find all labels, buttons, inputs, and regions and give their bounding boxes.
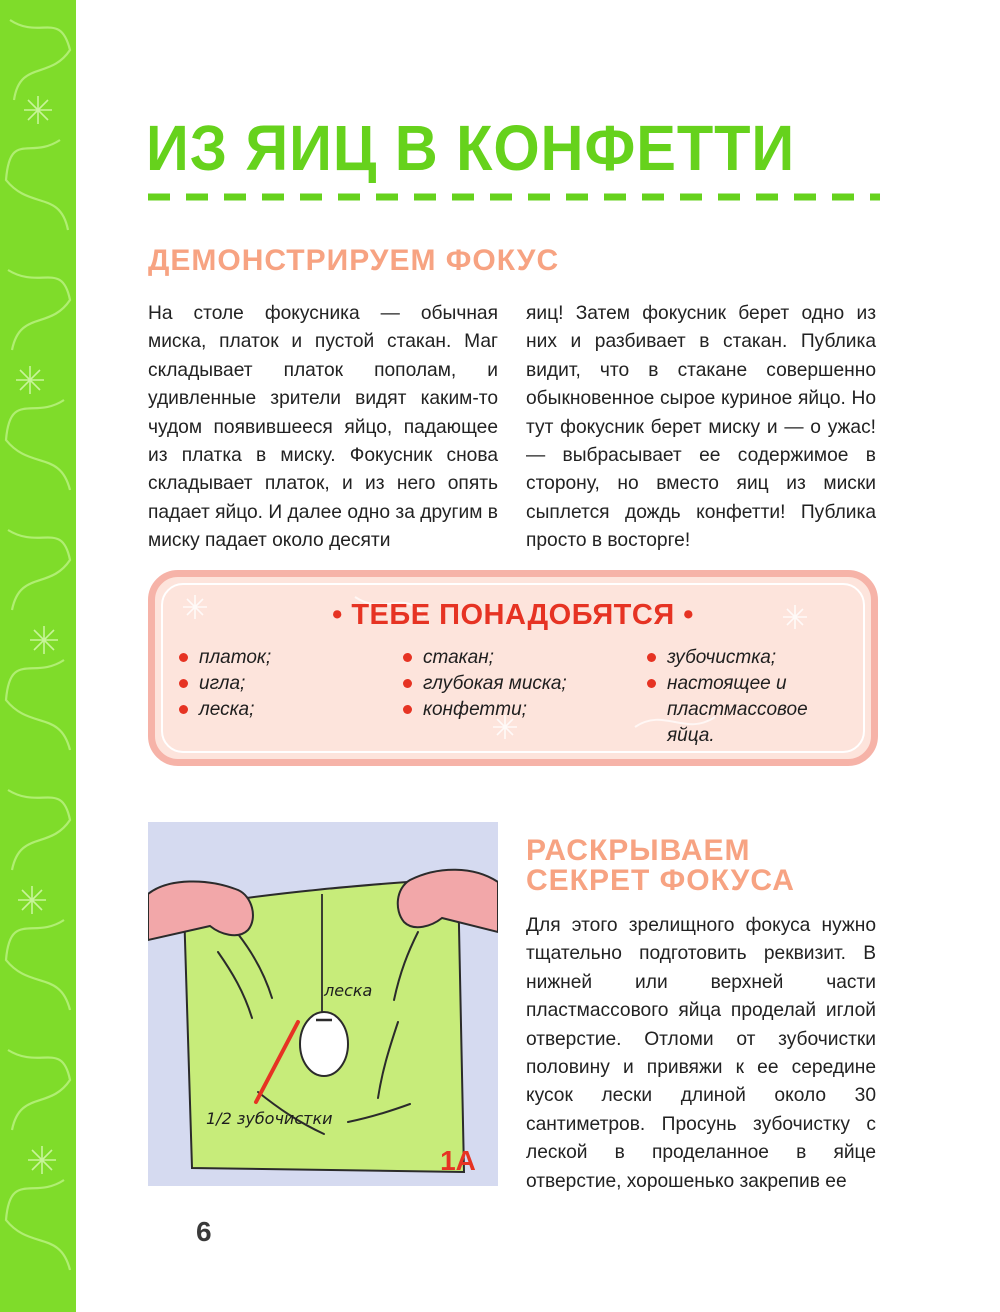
bullet-icon (403, 679, 412, 688)
list-item: игла; (177, 671, 377, 697)
figure-number: 1А (440, 1145, 476, 1176)
bullet-icon (647, 653, 656, 662)
side-decor-band (0, 0, 76, 1312)
bullet-icon (179, 653, 188, 662)
bullet-icon (403, 705, 412, 714)
bullet-icon (647, 679, 656, 688)
materials-list-col2 (401, 645, 621, 723)
demo-text-col2: яиц! Затем фокусник берет одно из них и разбивает в стакан. Публика видит, что в стакане совершенно обыкновенное сырое куриное яйцо. Но тут фокусник берет миску и — о ужас! — выбрасывает ее содержимое в сторону, но вместо яиц из миски сыплется дождь конфетти! Публика просто в восторге! (526, 303, 876, 552)
bullet-icon (403, 653, 412, 662)
list-item: леска; (177, 697, 377, 723)
list-item: зубочистка; (645, 645, 855, 671)
list-item: стакан; (401, 645, 621, 671)
materials-box (148, 570, 878, 766)
egg (300, 1012, 348, 1076)
section-heading-demo: ДЕМОНСТРИРУЕМ ФОКУС (148, 244, 560, 277)
list-item: конфетти; (401, 697, 621, 723)
label-toothpick: 1/2 зубочистки (206, 1109, 333, 1128)
page-number: 6 (196, 1216, 212, 1247)
materials-list-col1 (177, 645, 377, 723)
list-item: платок; (177, 645, 377, 671)
bullet-icon (179, 679, 188, 688)
materials-title: • ТЕБЕ ПОНАДОБЯТСЯ • (332, 599, 694, 631)
list-item: настоящее и пластмассовое яйца. (645, 671, 855, 749)
ribbon-pattern-icon (0, 0, 76, 1312)
label-line: леска (324, 981, 373, 1000)
bullet-icon (179, 705, 188, 714)
handkerchief-egg-illustration (148, 822, 498, 1186)
secret-text: Для этого зрелищного фокуса нужно тщательно подготовить реквизит. В нижней или верхней части пластмассового яйца проделай иглой отверстие. Отломи от зубочистки половину и привяжи к ее середине кусок лески длиной около 30 сантиметров. Просунь зубочистку с леской в проделанное в яйце отверстие, хорошенько закрепив ее (526, 915, 876, 1192)
page-title: ИЗ ЯИЦ В КОНФЕТТИ (146, 112, 796, 184)
section-heading-secret-line1: РАСКРЫВАЕМ (526, 834, 751, 867)
section-heading-secret-line2: СЕКРЕТ ФОКУСА (526, 864, 795, 897)
demo-text-col1: На столе фокусника — обычная миска, платок и пустой стакан. Маг складывает платок пополам, и удивленные зрители видят каким-то чудом появившееся яйцо, падающее из платка в миску. Фокусник снова складывает платок, и из него опять падает яйцо. И далее одно за другим в миску падает около десяти (148, 303, 498, 552)
list-item: глубокая миска; (401, 671, 621, 697)
materials-list-col3 (645, 645, 855, 749)
title-dashed-rule (148, 192, 880, 202)
